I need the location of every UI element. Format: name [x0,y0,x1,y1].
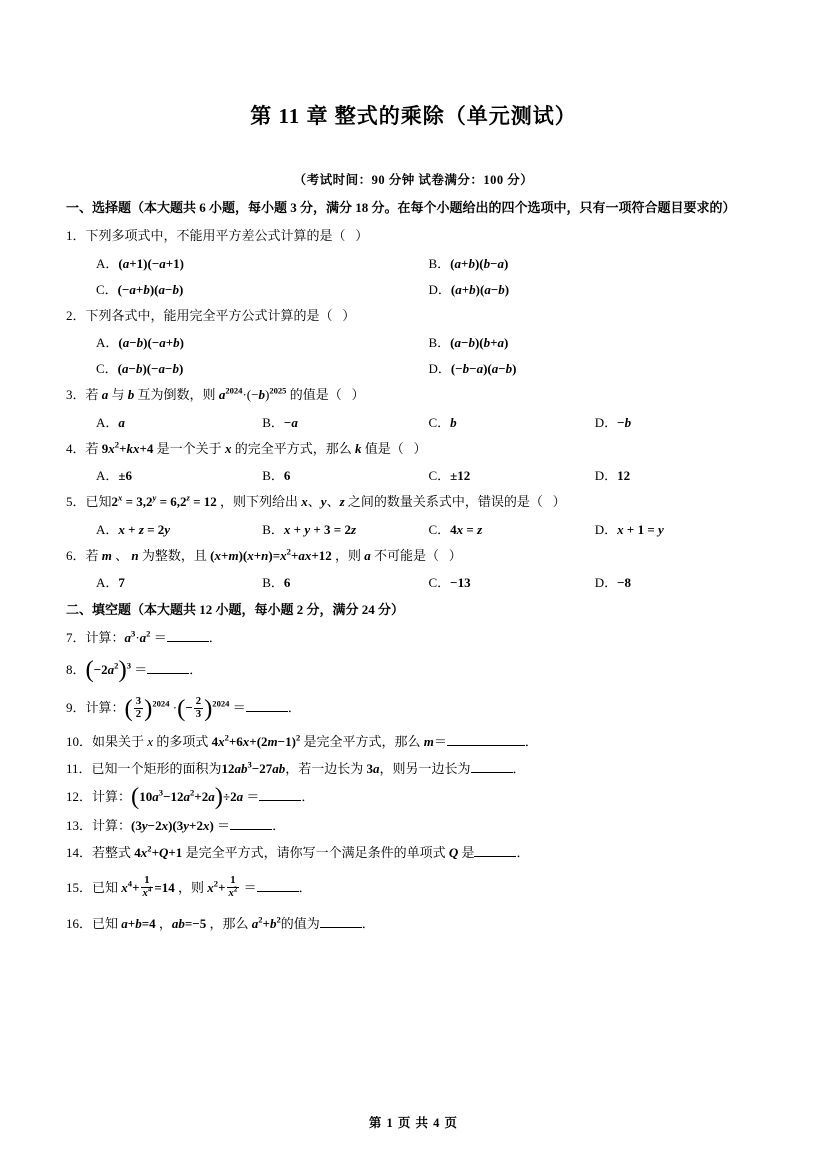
question-3-stem: 若 a 与 b 互为倒数，则 $a^{2024}\cdot(-b)^{2025}$ 的值是（ ） [85,385,365,403]
question-9-text: 计算：( $\frac{3}{2}$ )$^{2024}$ ·(− $\frac{2}{3}$ )$^{2024}$ ＝ ． [85,694,301,722]
question-4-options [66,465,761,484]
question-5 [66,492,761,512]
answer-blank-10[interactable] [447,732,525,745]
question-12-text: 计算：$(10a^3-12a^2+2a)\div 2a$ ＝ ． [92,782,315,810]
question-3-option-c[interactable]: C．b [428,414,457,430]
question-4-option-c[interactable]: C．±12 [428,468,471,484]
question-4 [66,439,761,459]
question-1-options-row1 [66,253,761,272]
question-3-option-b[interactable]: B．−a [262,414,298,430]
question-2-option-c[interactable]: C．(a−b)(−a−b) [96,361,184,377]
question-5-option-b[interactable]: B．x + y + 3 = 2z [262,521,357,537]
question-2-option-b[interactable]: B．(a−b)(b+a) [428,335,509,351]
question-3-options [66,412,761,431]
question-1-option-b[interactable]: B．(a+b)(b−a) [428,255,509,271]
question-7 [66,628,761,648]
question-7-text: 计算：$a^3\cdot a^2$ ＝ ． [85,628,222,646]
question-5-options [66,519,761,538]
question-5-option-c[interactable]: C．4x = z [428,521,483,537]
question-11-text: 已知一个矩形的面积为$12ab^3-27ab$，若一边长为 3a，则另一边长为 ． [91,759,526,777]
question-2-options-row2 [66,358,761,377]
question-4-number: 4． [66,440,86,456]
answer-blank-15[interactable] [257,878,299,891]
question-3 [66,385,761,405]
question-1-stem: 下列多项式中，不能用平方差公式计算的是（ ） [85,228,369,244]
question-15-text: 已知 $x^4+$ $\frac{1}{x^4}$ =14 ，则 $x^2+$ $\frac{1}{x^2}$ ＝ ． [92,875,312,900]
question-13 [66,816,761,836]
question-5-number: 5． [66,494,86,510]
question-4-option-a[interactable]: A．±6 [96,468,133,484]
question-6-option-c[interactable]: C．−13 [428,575,471,591]
answer-blank-12[interactable] [259,787,301,800]
question-15 [66,873,761,903]
question-9 [66,692,761,723]
question-12-number: 12． [66,788,93,804]
question-2-stem: 下列各式中，能用完全平方公式计算的是（ ） [85,307,356,323]
question-2-option-d[interactable]: D．(−b−a)(a−b) [428,361,517,377]
question-1-number: 1． [66,228,86,244]
question-16 [66,914,761,934]
question-6-option-b[interactable]: B．6 [262,575,291,591]
question-6-options [66,572,761,591]
question-1-option-c[interactable]: C．(−a+b)(a−b) [96,281,184,297]
question-2-options-row1 [66,332,761,351]
question-5-option-d[interactable]: D．x + 1 = y [594,521,664,537]
answer-blank-9[interactable] [246,699,288,712]
section-heading-fill: 二、填空题（本大题共 12 小题，每小题 2 分，满分 24 分） [66,602,405,618]
question-4-stem: 若 $9x^2+kx+4$ 是一个关于 x 的完全平方式，那么 k 值是（ ） [85,439,427,456]
question-10-number: 10． [66,733,93,749]
answer-blank-16[interactable] [320,915,362,928]
question-15-number: 15． [66,879,93,895]
question-2 [66,306,761,326]
question-14-text: 若整式 $4x^2+Q+1$ 是完全平方式，请你写一个满足条件的单项式 Q 是 ． [92,843,530,861]
question-1-options-row2 [66,279,761,298]
question-2-option-a[interactable]: A．(a−b)(−a+b) [96,335,184,351]
question-4-option-b[interactable]: B．6 [262,468,291,484]
question-16-text: 已知 a+b=4 ，ab=−5 ，那么 $a^2+b^2$的值为 ． [92,915,375,932]
answer-blank-8[interactable] [147,660,189,673]
question-13-text: 计算：(3y−2x)(3y+2x) ＝ ． [92,817,286,833]
page-title: 第 11 章 整式的乘除（单元测试） [250,104,577,128]
question-11 [66,759,761,779]
answer-blank-13[interactable] [230,816,272,829]
question-6 [66,546,761,566]
question-8-number: 8． [66,661,86,677]
question-11-number: 11． [66,761,92,777]
question-14-number: 14． [66,845,93,861]
question-10-text: 如果关于 x 的多项式 $4x^2+6x+(2m-1)^2$ 是完全平方式，那么 m＝ ． [92,732,538,749]
question-2-number: 2． [66,307,86,323]
question-8-text: $(-2a^2)^3$ ＝ ． [85,655,203,683]
question-5-option-a[interactable]: A．x + z = 2y [96,521,171,537]
question-12 [66,782,761,810]
question-1 [66,226,761,246]
question-6-number: 6． [66,547,86,563]
question-13-number: 13． [66,817,93,833]
question-3-option-d[interactable]: D．−b [594,414,632,430]
question-10 [66,732,761,752]
question-7-number: 7． [66,630,86,646]
question-16-number: 16． [66,916,93,932]
question-6-option-d[interactable]: D．−8 [594,575,632,591]
answer-blank-7[interactable] [167,629,209,642]
question-8 [66,655,761,683]
question-9-number: 9． [66,700,86,716]
question-3-option-a[interactable]: A．a [96,414,125,430]
question-6-option-a[interactable]: A．7 [96,575,125,591]
question-3-number: 3． [66,387,86,403]
answer-blank-11[interactable] [471,760,513,773]
answer-blank-14[interactable] [474,844,516,857]
question-1-option-d[interactable]: D．(a+b)(a−b) [428,281,510,297]
question-5-stem: 已知2$^x$ = 3,2$^y$ = 6,2$^z$ = 12 ，则下列给出 x、y、z 之间的数量关系式中，错误的是（ ） [85,492,566,510]
page-footer: 第 1 页 共 4 页 [368,1116,459,1130]
section-heading-choice: 一、选择题（本大题共 6 小题，每小题 3 分，满分 18 分。在每个小题给出的四个选项中，只有一项符合题目要求的） [66,200,736,215]
question-1-option-a[interactable]: A．(a+1)(−a+1) [96,255,184,271]
question-6-stem: 若 m 、 n 为整数，且 $(x+m)(x+n)=x^2+ax+12$ ，则 a 不可能是（ ） [85,546,462,563]
question-14 [66,843,761,863]
question-4-option-d[interactable]: D．12 [594,468,631,484]
exam-meta: （考试时间：90 分钟 试卷满分：100 分） [293,173,534,187]
